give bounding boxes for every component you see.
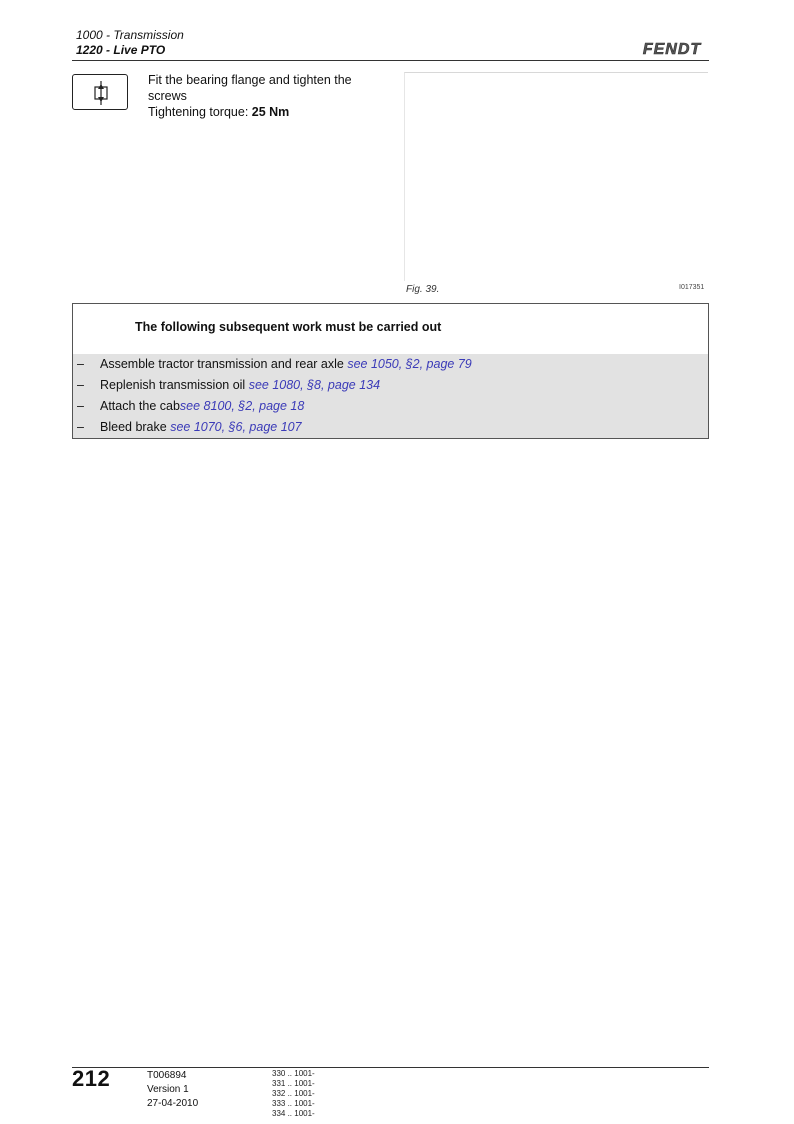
torque-value: 25 Nm (251, 105, 290, 119)
list-item (73, 417, 708, 438)
cross-reference-link[interactable]: see 1080, §8, page 134 (248, 378, 381, 392)
brand-logo (634, 40, 710, 58)
step-torque (148, 104, 388, 120)
list-dash: – (77, 378, 84, 392)
list-text: Replenish transmission oil (100, 378, 249, 392)
header-section: 1000 - Transmission (76, 28, 184, 42)
doc-id: T006894 (147, 1070, 187, 1081)
step-instruction (148, 72, 388, 120)
serial-range: 333 .. 1001- (272, 1099, 315, 1108)
serial-range-list (272, 1069, 315, 1119)
document-meta (147, 1069, 198, 1111)
serial-range: 330 .. 1001- (272, 1069, 315, 1078)
serial-range: 332 .. 1001- (272, 1089, 315, 1098)
footer-rule (72, 1067, 709, 1068)
page-number: 212 (72, 1066, 111, 1091)
list-dash: – (77, 399, 84, 413)
fit-tighten-icon (72, 74, 128, 110)
list-text: Bleed brake (100, 420, 171, 434)
figure-placeholder (404, 72, 708, 281)
subsequent-work-list (73, 354, 708, 438)
brand-logo-text: FENDT (642, 41, 702, 58)
step-line: Fit the bearing flange and tighten the screws (148, 73, 352, 103)
figure-caption: Fig. 39. (406, 284, 440, 295)
header-subsection: 1220 - Live PTO (76, 43, 166, 57)
subsequent-work-box (72, 303, 709, 439)
list-text: Assemble tractor transmission and rear axle (100, 357, 348, 371)
doc-version: Version 1 (147, 1084, 189, 1095)
subsequent-work-title: The following subsequent work must be carried out (135, 320, 442, 334)
list-item (73, 375, 708, 396)
list-dash: – (77, 420, 84, 434)
cross-reference-link[interactable]: see 8100, §2, page 18 (179, 399, 305, 413)
cross-reference-link[interactable]: see 1070, §6, page 107 (170, 420, 302, 434)
serial-range: 331 .. 1001- (272, 1079, 315, 1088)
header-rule (72, 60, 709, 61)
list-dash: – (77, 357, 84, 371)
figure-id: I017351 (679, 284, 705, 291)
doc-date: 27-04-2010 (147, 1098, 199, 1109)
list-item (73, 396, 708, 417)
torque-label: Tightening torque: (148, 105, 252, 119)
cross-reference-link[interactable]: see 1050, §2, page 79 (347, 357, 472, 371)
list-item (73, 354, 708, 375)
list-text: Attach the cab (100, 399, 180, 413)
serial-range: 334 .. 1001- (272, 1109, 315, 1118)
